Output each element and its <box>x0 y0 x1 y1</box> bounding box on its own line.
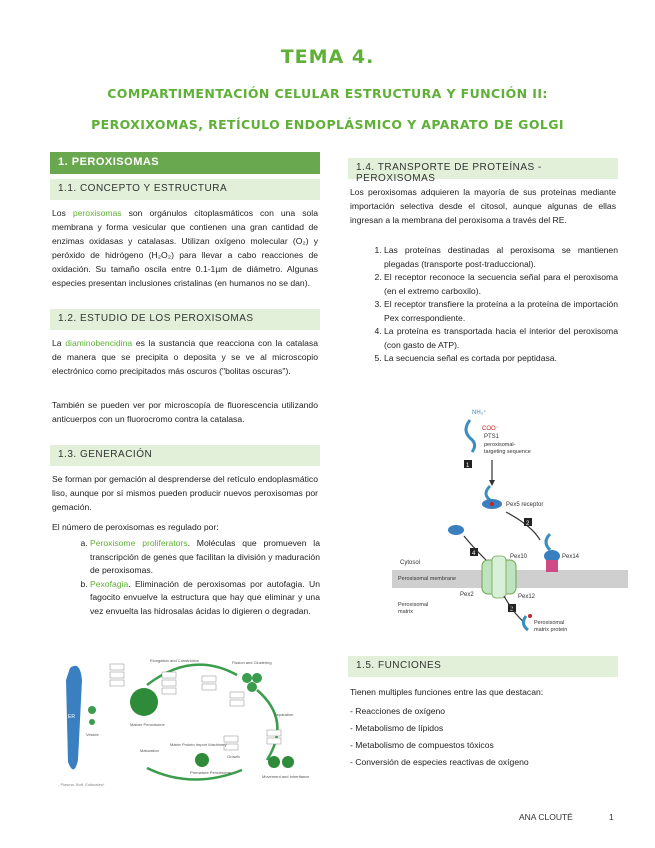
svg-text:2: 2 <box>526 521 530 527</box>
paragraph-funciones: Tienen multiples funciones entre las que destacan: <box>350 687 544 697</box>
page-title: TEMA 4. <box>280 46 375 68</box>
svg-text:1: 1 <box>466 463 470 469</box>
svg-text:Elongation and Constriction: Elongation and Constriction <box>150 658 199 663</box>
label-pex14: Pex14 <box>562 554 580 560</box>
label-pex10: Pex10 <box>510 554 528 560</box>
page-subtitle-line1: COMPARTIMENTACIÓN CELULAR ESTRUCTURA Y FUNCIÓN II: <box>107 86 548 101</box>
function-item: - Metabolismo de lípidos <box>350 723 444 733</box>
heading-1-3: 1.3. GENERACIÓN <box>50 445 320 466</box>
paragraph-transporte: Los peroxisomas adquieren la mayoría de sus proteínas mediante importación selectiva desde el citosol, aunque algunas de ellas ingresan a la membrana del peroxisoma a través del RE. <box>350 187 616 225</box>
function-item: - Conversión de especies reactivas de oxígeno <box>350 757 529 767</box>
transport-steps-list <box>348 244 618 366</box>
list-item: 5. La secuencia señal es cortada por peptidasa. <box>384 352 618 366</box>
function-item: - Reacciones de oxígeno <box>350 706 446 716</box>
peroxisome-lifecycle-figure <box>52 650 317 790</box>
svg-text:matrix: matrix <box>398 609 413 615</box>
heading-1-5: 1.5. FUNCIONES <box>348 656 618 677</box>
list-item: 3. El receptor transfiere la proteína a la proteína de importación Pex correspondiente. <box>384 298 618 325</box>
svg-text:targeting sequence: targeting sequence <box>484 449 531 455</box>
right-column <box>348 152 618 366</box>
paragraph-regulado: El número de peroxisomas es regulado por: <box>52 522 219 532</box>
label-coo: COO⁻ <box>482 426 499 432</box>
svg-text:Mature Peroxisome: Mature Peroxisome <box>130 722 165 727</box>
label-nh3: NH₃⁺ <box>472 410 487 416</box>
paragraph-fluorescencia: También se pueden ver por microscopía de fluorescencia utilizando anticuerpos con un fluorocromo contra la catalasa. <box>52 400 318 424</box>
paragraph-estudio: La diaminobencidina es la sustancia que reacciona con la catalasa de manera que se precipita o deposita y se ve al microscopio electrónico como precipitados más oscuros ("bolitas oscuras"). <box>52 338 318 376</box>
svg-text:matrix protein: matrix protein <box>534 627 568 633</box>
list-item: 4. La proteína es transportada hacia el interior del peroxisoma (con gasto de ATP). <box>384 325 618 352</box>
heading-1-2: 1.2. ESTUDIO DE LOS PEROXISOMAS <box>50 309 320 330</box>
svg-text:peroxisomal-: peroxisomal- <box>484 442 516 448</box>
svg-text:Maturation: Maturation <box>140 748 159 753</box>
svg-text:Vesicle: Vesicle <box>86 732 99 737</box>
vesicle-icon <box>89 719 95 725</box>
heading-1-1: 1.1. CONCEPTO Y ESTRUCTURA <box>50 179 320 200</box>
vesicle-icon <box>88 706 96 714</box>
section-heading-peroxisomas: 1. PEROXISOMAS <box>50 152 320 174</box>
label-pex2: Pex2 <box>460 592 474 598</box>
svg-text:Peroxisomal: Peroxisomal <box>398 602 429 608</box>
label-er: ER <box>68 714 75 720</box>
term-diaminobencidina: diaminobencidina <box>65 338 133 348</box>
list-item: 1. Las proteínas destinadas al peroxisoma se mantienen plegadas (transporte post-traduccional). <box>384 244 618 271</box>
footer-page-number: 1 <box>609 812 614 822</box>
right-column-lower <box>348 656 618 767</box>
label-pts1: PTS1 <box>484 434 500 440</box>
list-item: 2. El receptor reconoce la secuencia señal para el peroxisoma (en el extremo carboxilo). <box>384 271 618 298</box>
function-item: - Metabolismo de compuestos tóxicos <box>350 740 494 750</box>
svg-text:3: 3 <box>510 607 514 613</box>
pex14-icon <box>546 560 558 572</box>
regulation-list <box>50 537 320 618</box>
heading-1-4: 1.4. TRANSPORTE DE PROTEÍNAS - PEROXISOMAS <box>348 158 618 179</box>
mature-peroxisome-icon <box>130 688 158 716</box>
list-item: a. Peroxisome proliferators. Moléculas que promueven la transcripción de genes que facilitan la división y maduración de peroxisomas. <box>90 537 320 578</box>
svg-text:Premature Peroxisome: Premature Peroxisome <box>190 770 231 775</box>
footer-author: ANA CLOUTÉ <box>519 812 573 822</box>
svg-text:Peroxisomal membrane: Peroxisomal membrane <box>398 576 457 582</box>
protein-import-figure <box>392 400 628 640</box>
label-matrix-protein: Peroxisomal <box>534 620 565 626</box>
paragraph-concepto: Los peroxisomas son orgánulos citoplasmáticos con una sola membrana y forma vesicular que contienen una gran cantidad de enzimas oxidasas y catalasas. Utilizan oxígeno molecular (O₂) y peróxido de hidrógeno (H₂O₂) para llevar a cabo reacciones de oxidación. Su tamaño oscila entre 0.1-1µm de diámetro. Algunas especies presentan inclusiones cristalinas (en humanos no se dan). <box>52 208 318 288</box>
svg-text:Separation: Separation <box>274 712 294 717</box>
svg-text:Fission and Clustering: Fission and Clustering <box>232 660 272 665</box>
figure-caption: - Plasma. Buff. Estimates* <box>58 782 105 787</box>
label-pex5: Pex5 receptor <box>506 502 544 508</box>
term-peroxisomas: peroxisomas <box>72 208 122 218</box>
svg-text:Growth: Growth <box>227 754 240 759</box>
svg-text:Matrix Protein Import Machiner: Matrix Protein Import Machinery <box>170 742 227 747</box>
page-subtitle-line2: PEROXIXOMAS, RETÍCULO ENDOPLÁSMICO Y APARATO DE GOLGI <box>91 117 564 132</box>
label-pex12: Pex12 <box>518 594 536 600</box>
paragraph-generacion: Se forman por gemación al desprenderse del retículo endoplasmático liso, aunque por sí mismos pueden producir nuevos peroxisomas por gemación. <box>52 474 318 512</box>
svg-text:Movement and Inheritance: Movement and Inheritance <box>262 774 310 779</box>
left-column <box>50 152 320 618</box>
list-item: b. Pexofagia. Eliminación de peroxisomas por autofagia. Un fagocito envuelve la estructura que hay que eliminar y una vez envuelta las hidrosalas ácidas lo digieren o degradan. <box>90 578 320 619</box>
svg-text:4: 4 <box>472 551 476 557</box>
label-cytosol: Cytosol <box>400 560 421 566</box>
